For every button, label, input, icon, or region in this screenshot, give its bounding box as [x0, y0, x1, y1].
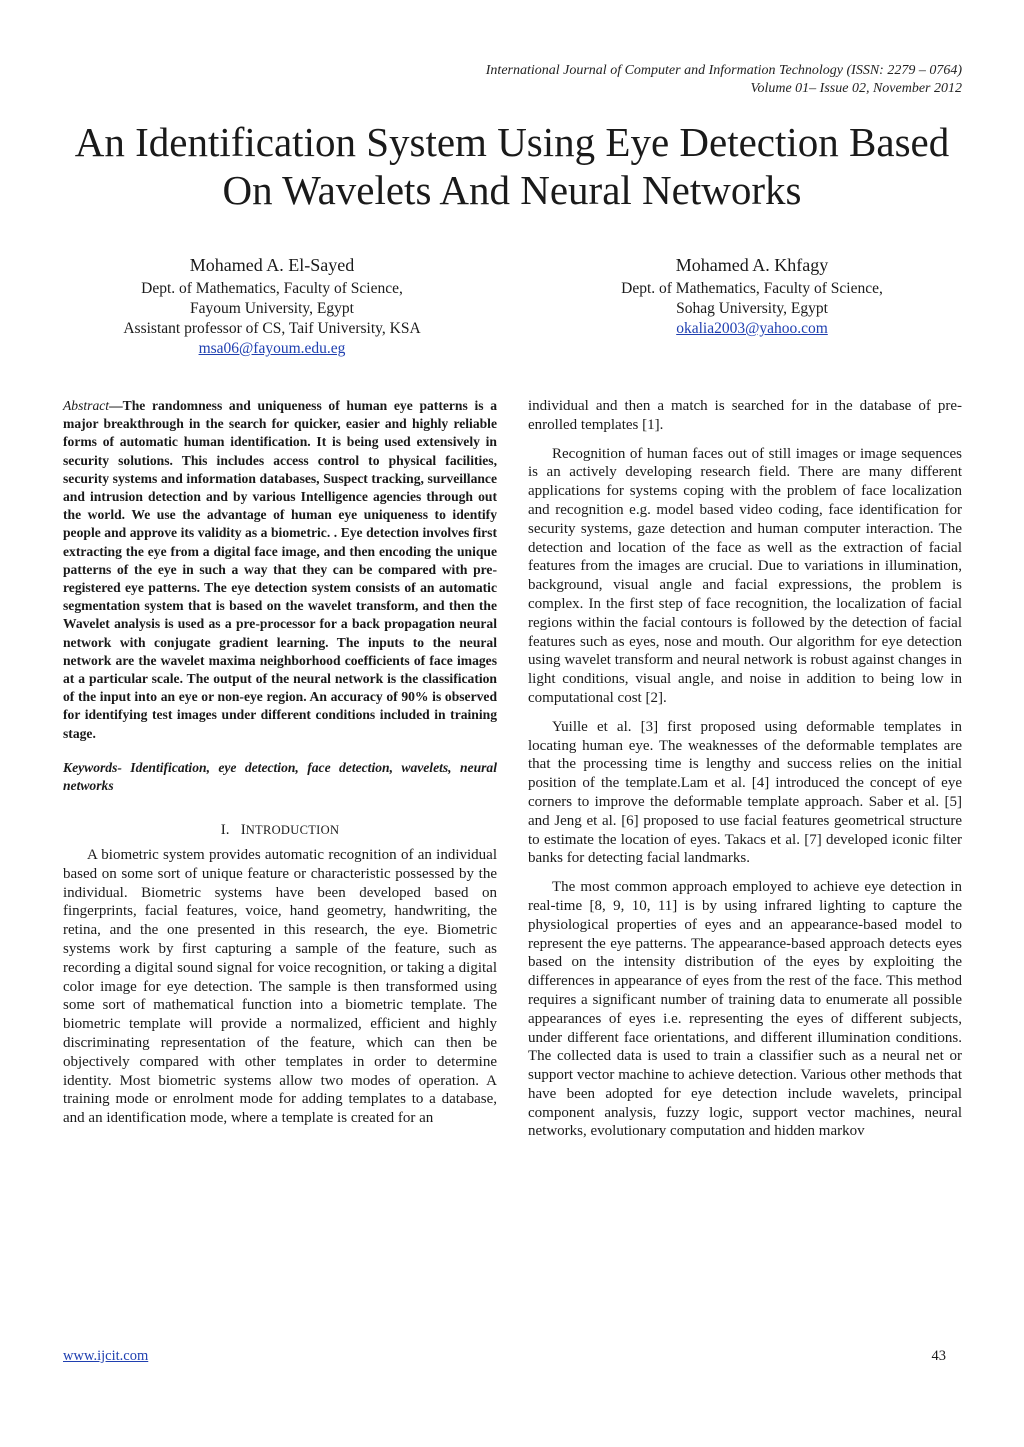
paper-title — [40, 118, 984, 214]
abstract — [63, 397, 497, 743]
page-number: 43 — [931, 1348, 946, 1364]
journal-header — [486, 62, 962, 98]
journal-issue: Volume 01– Issue 02, November 2012 — [750, 81, 962, 96]
author-name: Mohamed A. El-Sayed — [189, 255, 355, 275]
body-paragraph: individual and then a match is searched for in the database of pre-enrolled templates [1]. — [528, 398, 962, 433]
journal-name: International Journal of Computer and Information Technology (ISSN: 2279 – 0764) — [485, 63, 962, 78]
author-name: Mohamed A. Khfagy — [675, 255, 829, 275]
abstract-label: Abstract — [63, 398, 110, 413]
keywords: Keywords- Identification, eye detection, face detection, wavelets, neural networks — [63, 759, 497, 794]
body-paragraph: A biometric system provides automatic recognition of an individual based on some sort of unique feature or characteristic possessed by the individual. Biometric systems have been developed based on fingerprints, facial features, voice, hand geometry, handwriting, the retina, and the one presented in this research, the eye. Biometric systems work by first capturing a sample of the feature, such as recording a digital sound signal for voice recognition, or taking a digital color image for eye detection. The sample is then transformed using some sort of mathematical function into a biometric template. The biometric template will provide a normalized, efficient and highly discriminating representation of the feature, which can then be objectively compared with other templates in order to determine identity. Most biometric systems allow two modes of operation. A training mode or enrolment mode for adding templates to a database, and an identification mode, where a template is created for an — [63, 847, 497, 1127]
author-block-1 — [72, 254, 472, 359]
right-column — [528, 397, 962, 1151]
title-line-2: On Wavelets And Neural Networks — [222, 167, 802, 213]
author-email-link[interactable]: okalia2003@yahoo.com — [676, 320, 828, 337]
author-affiliation: Fayoum University, Egypt — [190, 300, 354, 317]
body-paragraph: Yuille et al. [3] first proposed using deformable templates in locating human eye. The weaknesses of the deformable templates are that the processing time is lengthy and success relies on the initial position of the template.Lam et al. [4] introduced the concept of eye corners to improve the deformable template approach. Saber et al. [5] and Jeng et al. [6] proposed to use facial features geometrical structure to estimate the location of eyes. Takacs et al. [7] developed iconic filter banks for detecting facial landmarks. — [528, 718, 962, 867]
section-number: I. — [220, 822, 230, 839]
author-email-link[interactable]: msa06@fayoum.edu.eg — [198, 340, 346, 357]
section-heading-introduction — [63, 821, 497, 840]
left-column — [63, 397, 497, 1138]
author-affiliation: Assistant professor of CS, Taif University, KSA — [123, 320, 421, 337]
abstract-text: —The randomness and uniqueness of human eye patterns is a major breakthrough in the search for quicker, easier and highly reliable forms of automatic human identification. It is being used extensively in security solutions. This includes access control to physical facilities, security systems and information databases, Suspect tracking, surveillance and intrusion detection and by various Intelligence agencies through out the world. We use the advantage of human eye uniqueness to identify people and approve its validity as a biometric. . Eye detection involves first extracting the eye from a digital face image, and then encoding the unique patterns of the eye in such a way that they can be compared with pre-registered eye patterns. The eye detection system consists of an automatic segmentation system that is based on the wavelet transform, and then the Wavelet analysis is used as a pre-processor for a back propagation neural network with conjugate gradient learning. The inputs to the neural network are the wavelet maxima neighborhood coefficients of face images at a particular scale. The output of the neural network is the classification of the input into an eye or non-eye region. An accuracy of 90% is observed for identifying test images under different conditions included in training stage. — [63, 398, 497, 741]
section-title-rest: NTRODUCTION — [245, 823, 340, 838]
footer-url-link[interactable]: www.ijcit.com — [63, 1348, 149, 1364]
body-paragraph: Recognition of human faces out of still images or image sequences is an actively developing research field. There are many different applications for systems coping with the problem of face localization and recognition e.g. model based video coding, face identification for security systems, gaze detection and human computer interaction. The detection and location of the face as well as the extraction of facial features from the images are crucial. Due to variations in illumination, background, visual angle and facial expressions, the problem is complex. In the first step of face recognition, the localization of facial regions within the facial contours is followed by the detection of facial features such as eyes, nose and mouth. Our algorithm for eye detection using wavelet transform and neural network is robust against changes in light conditions, visual angle, and noise in addition to being low in computational cost [2]. — [528, 445, 962, 706]
author-affiliation: Dept. of Mathematics, Faculty of Science, — [621, 280, 883, 297]
body-paragraph: The most common approach employed to achieve eye detection in real-time [8, 9, 10, 11] is by using infrared lighting to capture the physiological properties of eyes and an appearance-based model to represent the eye patterns. The appearance-based approach detects eyes based on the intensity distribution of the eyes by exploiting the differences in appearance of eyes from the rest of the face. This method requires a significant number of training data to enumerate all possible appearances of eyes i.e. representing the eyes of different subjects, under different face orientations, and different illumination conditions. The collected data is used to train a classifier such as a neural net or support vector machine to achieve detection. Various other methods that have been adopted for eye detection include wavelets, principal component analysis, fuzzy logic, support vector machines, neural networks, evolutionary computation and hidden markov — [528, 879, 962, 1140]
author-affiliation: Dept. of Mathematics, Faculty of Science, — [141, 280, 403, 297]
title-line-1: An Identification System Using Eye Detection Based — [74, 119, 950, 165]
section-title-initial: I — [240, 822, 246, 839]
author-affiliation: Sohag University, Egypt — [676, 300, 828, 317]
author-block-2 — [552, 254, 952, 339]
